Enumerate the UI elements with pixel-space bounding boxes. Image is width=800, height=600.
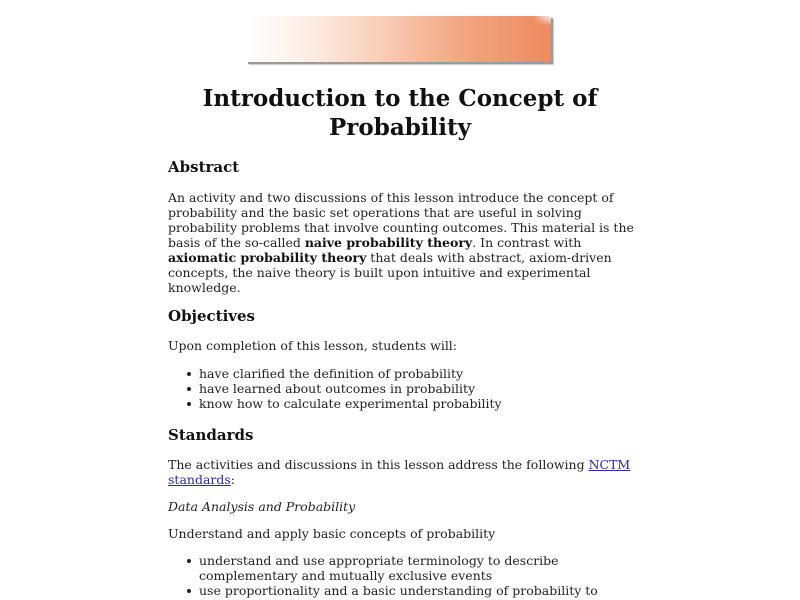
abstract-paragraph bbox=[168, 190, 636, 295]
abstract-text-3: that deals with abstract, axiom-driven concepts, the naive theory is built upon intuitive and experimental knowledge. bbox=[168, 250, 612, 295]
abstract-text-2: . In contrast with bbox=[472, 235, 582, 250]
nctm-standards-link[interactable]: NCTM standards bbox=[168, 457, 631, 487]
objectives-heading: Objectives bbox=[168, 307, 255, 325]
list-item: understand and use appropriate terminology to describe complementary and mutually exclusive events bbox=[199, 553, 636, 583]
standards-colon: : bbox=[230, 472, 236, 487]
standards-section bbox=[168, 425, 636, 598]
standards-text: The activities and discussions in this lesson address the following bbox=[168, 457, 589, 472]
standards-heading: Standards bbox=[168, 426, 254, 444]
abstract-text-1: An activity and two discussions of this lesson introduce the concept of probability and the basic set operations that are useful in solving probability problems that involve counting outcomes. This material is the basis of the so-called bbox=[168, 190, 634, 250]
abstract-section bbox=[168, 157, 636, 295]
page-title: Introduction to the Concept of Probability bbox=[202, 85, 598, 141]
list-item: have learned about outcomes in probability bbox=[199, 381, 636, 396]
naive-probability-term: naive probability theory bbox=[304, 235, 473, 250]
list-item: have clarified the definition of probability bbox=[199, 366, 636, 381]
list-item: use proportionality and a basic understanding of probability to bbox=[199, 583, 636, 598]
objectives-list bbox=[168, 366, 636, 411]
list-item: know how to calculate experimental probability bbox=[199, 396, 636, 411]
standards-understand: Understand and apply basic concepts of probability bbox=[168, 526, 496, 541]
standards-list bbox=[168, 553, 636, 598]
header-banner-image bbox=[246, 16, 551, 62]
objectives-section bbox=[168, 306, 636, 411]
axiomatic-probability-term: axiomatic probability theory bbox=[168, 250, 367, 265]
standards-domain: Data Analysis and Probability bbox=[168, 499, 356, 514]
abstract-heading: Abstract bbox=[168, 158, 240, 176]
main-content bbox=[168, 157, 636, 598]
standards-paragraph bbox=[168, 457, 636, 487]
objectives-intro: Upon completion of this lesson, students will: bbox=[168, 338, 458, 353]
